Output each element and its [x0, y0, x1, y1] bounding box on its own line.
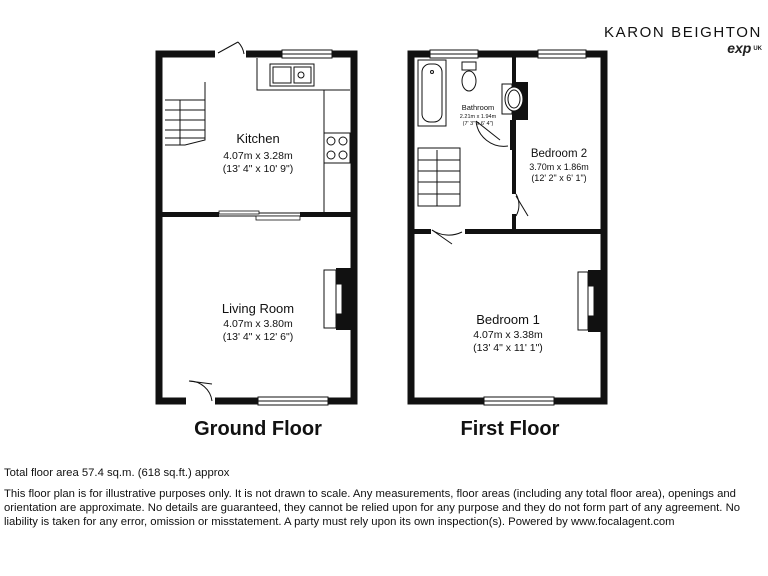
footer: [4, 466, 762, 529]
front-door: [189, 381, 212, 401]
bedroom-1-name: Bedroom 1: [476, 312, 540, 327]
ground-floor-title: Ground Floor: [194, 418, 322, 440]
ground-floor-walls: [159, 54, 354, 401]
disclaimer: This floor plan is for illustrative purposes only. It is not drawn to scale. Any measurements, floor areas (including any total floor area), openings and orientation are approximate. No details are guaranteed, they cannot be relied upon for any purpose and they do not form part of any agreement. No liability is taken for any error, omission or misstatement. A party must rely upon its own inspection(s). Powered by www.focalagent.com: [4, 488, 741, 528]
bathroom-metric: 2.21m x 1.94m: [459, 114, 497, 120]
toilet-icon: [462, 62, 476, 70]
bedroom-1-label: [473, 312, 543, 354]
bathroom-name: Bathroom: [461, 103, 495, 112]
total-floor-area: Total floor area 57.4 sq.m. (618 sq.ft.) approx: [4, 467, 230, 479]
bedroom-2-metric: 3.70m x 1.86m: [529, 162, 589, 172]
living-room-label: [222, 301, 294, 343]
bedroom-1-fireplace: [578, 270, 604, 332]
bathroom-label: [460, 103, 497, 127]
kitchen-label: [223, 131, 293, 175]
bathroom-imperial: (7' 3" x 6' 4"): [462, 121, 494, 127]
living-room-name: Living Room: [221, 301, 295, 316]
living-room-imperial: (13' 4" x 12' 6"): [222, 331, 294, 343]
kitchen-name: Kitchen: [236, 131, 280, 146]
agent-name: KARON BEIGHTON: [604, 24, 762, 41]
hob-icon: [324, 133, 350, 163]
first-floor-plan: [411, 50, 604, 440]
bedroom-2-imperial: (12' 2" x 6' 1"): [531, 173, 587, 183]
ground-stairs: [165, 82, 205, 145]
exp-logo: [604, 40, 762, 56]
living-room-fireplace: [324, 268, 354, 330]
exp-logo-text: exp: [727, 40, 752, 56]
kitchen-imperial: (13' 4" x 10' 9"): [222, 163, 294, 175]
bedroom-2-name: Bedroom 2: [530, 148, 588, 160]
kitchen-metric: 4.07m x 3.28m: [223, 150, 293, 162]
agent-logo: [604, 24, 762, 56]
first-floor-title: First Floor: [460, 418, 560, 440]
ground-internal-wall: [159, 211, 354, 220]
exp-logo-suffix: UK: [753, 46, 762, 53]
bedroom-2-label: [529, 148, 589, 183]
bedroom-1-imperial: (13' 4" x 11' 1"): [473, 342, 543, 354]
living-room-metric: 4.07m x 3.80m: [223, 318, 293, 330]
back-door: [218, 42, 244, 54]
ground-windows: [258, 50, 332, 405]
bedroom-1-metric: 4.07m x 3.38m: [473, 329, 543, 341]
first-stairs: [418, 148, 460, 206]
ground-floor-plan: [159, 42, 354, 440]
